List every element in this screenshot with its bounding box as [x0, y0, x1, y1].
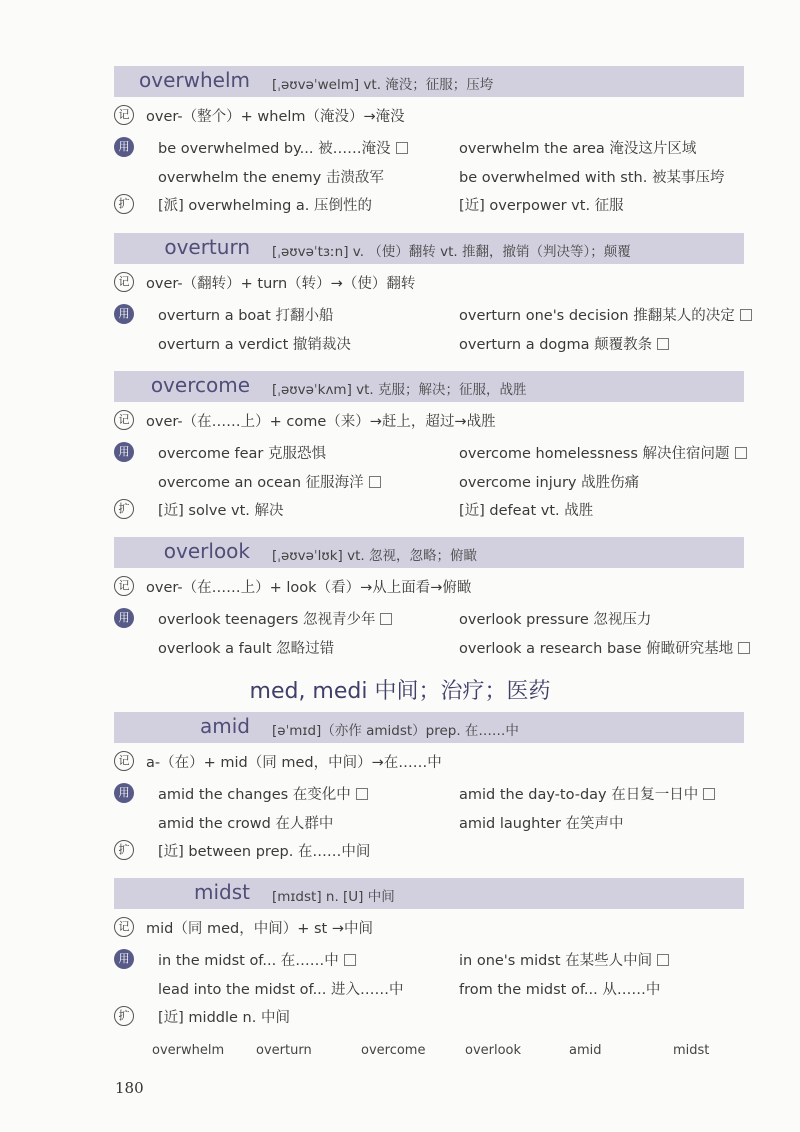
extension-text: [近] overpower vt. 征服 [459, 198, 624, 214]
memory-icon: 记 [114, 272, 134, 292]
footer-word: overwhelm [152, 1043, 225, 1058]
memory-text: over-（翻转）+ turn（转）→（使）翻转 [146, 276, 416, 292]
extension-icon: 扩 [114, 1006, 134, 1026]
extension-icon: 扩 [114, 499, 134, 519]
usage-phrase: overlook a fault 忽略过错 [158, 641, 335, 657]
audio-icon[interactable] [356, 788, 368, 800]
footer-word: amid [569, 1043, 602, 1058]
audio-icon[interactable] [735, 447, 747, 459]
audio-icon[interactable] [657, 954, 669, 966]
usage-phrase: overwhelm the enemy 击溃敌军 [158, 170, 384, 186]
usage-phrase: amid the crowd 在人群中 [158, 816, 334, 832]
headword: overwhelm [139, 68, 250, 92]
headword: midst [194, 880, 250, 904]
audio-icon[interactable] [380, 613, 392, 625]
entry-overcome [114, 371, 744, 519]
usage-phrase: lead into the midst of... 进入……中 [158, 982, 404, 998]
extension-text: [近] solve vt. 解决 [158, 503, 284, 519]
usage-phrase: in one's midst 在某些人中间 [459, 949, 669, 970]
definition: [ˌəʊvəˈkʌm] vt. 克服；解决；征服，战胜 [272, 382, 527, 398]
entry-amid [114, 712, 744, 860]
memory-icon: 记 [114, 751, 134, 771]
headword-bar [114, 537, 744, 568]
usage-phrase: overcome an ocean 征服海洋 [158, 471, 381, 492]
headword: overcome [150, 373, 250, 397]
memory-icon: 记 [114, 917, 134, 937]
memory-text: over-（在……上）+ look（看）→从上面看→俯瞰 [146, 580, 472, 596]
usage-phrase: overcome injury 战胜伤痛 [459, 475, 640, 491]
audio-icon[interactable] [738, 642, 750, 654]
entry-overwhelm [114, 66, 744, 214]
headword: amid [200, 714, 250, 738]
usage-phrase: overwhelm the area 淹没这片区域 [459, 141, 697, 157]
usage-phrase: amid the day-to-day 在日复一日中 [459, 783, 715, 804]
usage-phrase: overlook pressure 忽视压力 [459, 612, 652, 628]
extension-text: [近] middle n. 中间 [158, 1010, 290, 1026]
audio-icon[interactable] [396, 142, 408, 154]
usage-phrase: amid laughter 在笑声中 [459, 816, 624, 832]
usage-phrase: from the midst of... 从……中 [459, 982, 661, 998]
entry-overturn [114, 233, 744, 353]
usage-phrase: amid the changes 在变化中 [158, 783, 368, 804]
usage-phrase: overlook teenagers 忽视青少年 [158, 608, 392, 629]
usage-phrase: overcome homelessness 解决住宿问题 [459, 442, 747, 463]
memory-icon: 记 [114, 410, 134, 430]
memory-text: mid（同 med，中间）+ st →中间 [146, 921, 373, 937]
footer-word: overlook [465, 1043, 522, 1058]
usage-phrase: in the midst of... 在……中 [158, 949, 356, 970]
audio-icon[interactable] [657, 338, 669, 350]
extension-text: [近] defeat vt. 战胜 [459, 503, 594, 519]
usage-icon: 用 [114, 949, 134, 969]
usage-phrase: overcome fear 克服恐惧 [158, 446, 326, 462]
usage-phrase: overturn a dogma 颠覆教条 [459, 333, 669, 354]
footer-word-index [0, 1043, 800, 1063]
usage-phrase: overturn a boat 打翻小船 [158, 308, 334, 324]
footer-word: overturn [256, 1043, 312, 1058]
definition: [əˈmɪd]（亦作 amidst）prep. 在……中 [272, 723, 519, 739]
entry-midst [114, 878, 744, 1026]
definition: [ˌəʊvəˈlʊk] vt. 忽视，忽略；俯瞰 [272, 548, 477, 564]
usage-phrase: be overwhelmed with sth. 被某事压垮 [459, 170, 725, 186]
definition: [ˌəʊvəˈwelm] vt. 淹没；征服；压垮 [272, 77, 494, 93]
usage-icon: 用 [114, 783, 134, 803]
memory-text: over-（整个）+ whelm（淹没）→淹没 [146, 109, 405, 125]
usage-phrase: overturn one's decision 推翻某人的决定 [459, 304, 752, 325]
audio-icon[interactable] [740, 309, 752, 321]
footer-word: midst [673, 1043, 710, 1058]
memory-text: a-（在）+ mid（同 med，中间）→在……中 [146, 755, 442, 771]
usage-icon: 用 [114, 442, 134, 462]
usage-phrase: be overwhelmed by... 被……淹没 [158, 137, 408, 158]
usage-phrase: overturn a verdict 撤销裁决 [158, 337, 351, 353]
headword: overturn [164, 235, 250, 259]
root-section-title: med, medi 中间；治疗；医药 [249, 679, 551, 704]
extension-text: [近] between prep. 在……中间 [158, 844, 371, 860]
headword-bar [114, 233, 744, 264]
definition: [mɪdst] n. [U] 中间 [272, 889, 395, 905]
usage-phrase: overlook a research base 俯瞰研究基地 [459, 637, 750, 658]
headword-bar [114, 712, 744, 743]
memory-text: over-（在……上）+ come（来）→赶上，超过→战胜 [146, 414, 496, 430]
entry-overlook [114, 537, 744, 657]
audio-icon[interactable] [703, 788, 715, 800]
footer-word: overcome [361, 1043, 426, 1058]
definition: [ˌəʊvəˈtɜːn] v. （使）翻转 vt. 推翻，撤销（判决等）；颠覆 [272, 244, 631, 260]
headword-bar [114, 371, 744, 402]
headword-bar [114, 66, 744, 97]
extension-icon: 扩 [114, 840, 134, 860]
memory-icon: 记 [114, 576, 134, 596]
usage-icon: 用 [114, 304, 134, 324]
audio-icon[interactable] [369, 476, 381, 488]
headword: overlook [163, 539, 250, 563]
extension-text: [派] overwhelming a. 压倒性的 [158, 198, 373, 214]
extension-icon: 扩 [114, 194, 134, 214]
usage-icon: 用 [114, 608, 134, 628]
audio-icon[interactable] [344, 954, 356, 966]
memory-icon: 记 [114, 105, 134, 125]
headword-bar [114, 878, 744, 909]
page-number: 180 [115, 1079, 144, 1097]
usage-icon: 用 [114, 137, 134, 157]
